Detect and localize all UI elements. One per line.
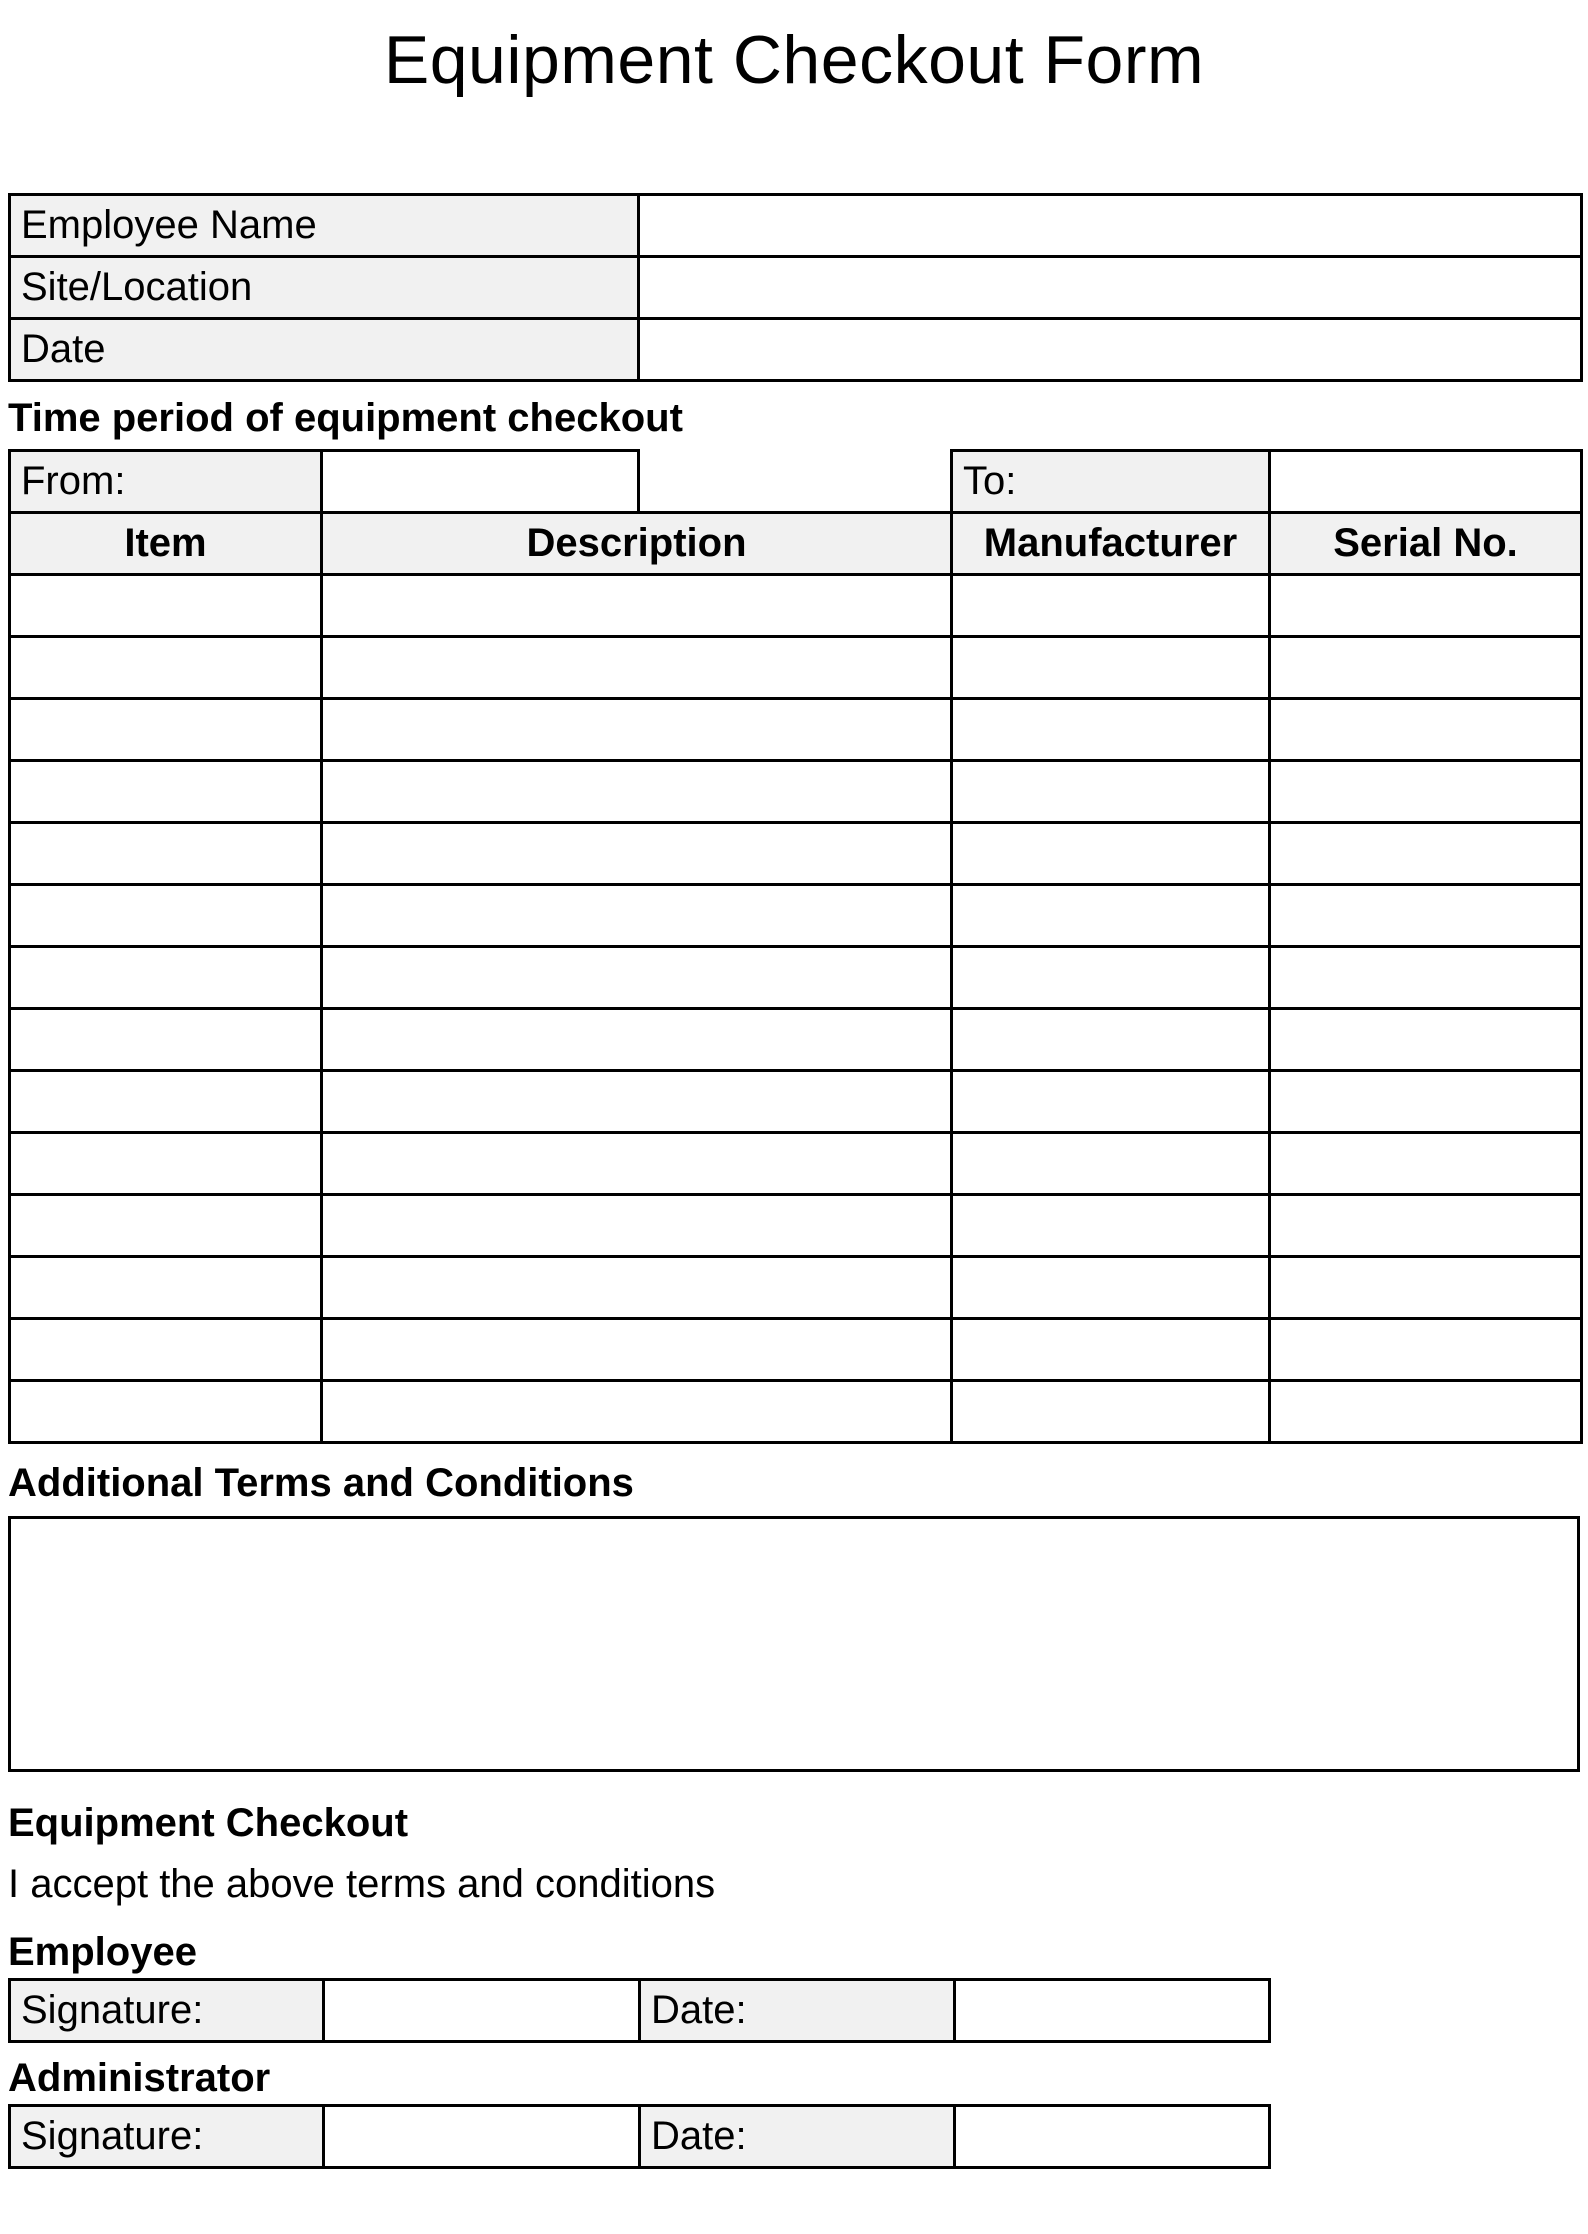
terms-content-box[interactable]	[8, 1516, 1580, 1772]
description-cell[interactable]	[322, 1195, 952, 1257]
description-cell[interactable]	[322, 1257, 952, 1319]
equipment-row	[10, 575, 1582, 637]
item-cell[interactable]	[10, 1071, 322, 1133]
serial-no-cell[interactable]	[1270, 1133, 1582, 1195]
item-cell[interactable]	[10, 885, 322, 947]
employee-date-field[interactable]	[955, 1980, 1270, 2042]
equipment-table-body	[10, 451, 1582, 1443]
item-cell[interactable]	[10, 1009, 322, 1071]
equipment-header-row	[10, 513, 1582, 575]
manufacturer-cell[interactable]	[952, 1319, 1270, 1381]
employee-date-label: Date:	[640, 1980, 955, 2042]
administrator-signature-field[interactable]	[324, 2106, 640, 2168]
item-cell[interactable]	[10, 823, 322, 885]
time-period-heading: Time period of equipment checkout	[8, 396, 683, 440]
equipment-row	[10, 885, 1582, 947]
serial-no-cell[interactable]	[1270, 761, 1582, 823]
serial-no-column-header: Serial No.	[1270, 513, 1582, 575]
manufacturer-cell[interactable]	[952, 1381, 1270, 1443]
date-field[interactable]	[639, 319, 1582, 381]
serial-no-cell[interactable]	[1270, 699, 1582, 761]
administrator-date-label: Date:	[640, 2106, 955, 2168]
manufacturer-cell[interactable]	[952, 885, 1270, 947]
manufacturer-cell[interactable]	[952, 575, 1270, 637]
serial-no-cell[interactable]	[1270, 1009, 1582, 1071]
description-cell[interactable]	[322, 637, 952, 699]
employee-signature-row	[10, 1980, 1270, 2042]
item-cell[interactable]	[10, 1319, 322, 1381]
manufacturer-cell[interactable]	[952, 1009, 1270, 1071]
employee-name-label: Employee Name	[10, 195, 639, 257]
equipment-checkout-heading: Equipment Checkout	[8, 1801, 409, 1845]
site-location-row	[10, 257, 1582, 319]
serial-no-cell[interactable]	[1270, 885, 1582, 947]
item-cell[interactable]	[10, 1257, 322, 1319]
item-cell[interactable]	[10, 947, 322, 1009]
serial-no-cell[interactable]	[1270, 1071, 1582, 1133]
serial-no-cell[interactable]	[1270, 637, 1582, 699]
item-cell[interactable]	[10, 761, 322, 823]
date-label: Date	[10, 319, 639, 381]
item-cell[interactable]	[10, 1195, 322, 1257]
administrator-signature-label: Signature:	[10, 2106, 324, 2168]
manufacturer-cell[interactable]	[952, 1195, 1270, 1257]
manufacturer-column-header: Manufacturer	[952, 513, 1270, 575]
site-location-label: Site/Location	[10, 257, 639, 319]
item-cell[interactable]	[10, 637, 322, 699]
equipment-row	[10, 1071, 1582, 1133]
site-location-field[interactable]	[639, 257, 1582, 319]
description-cell[interactable]	[322, 699, 952, 761]
serial-no-cell[interactable]	[1270, 947, 1582, 1009]
description-cell[interactable]	[322, 1071, 952, 1133]
from-label: From:	[10, 451, 322, 513]
employee-name-row	[10, 195, 1582, 257]
description-cell[interactable]	[322, 1009, 952, 1071]
time-period-row	[10, 451, 1582, 513]
employee-signature-field[interactable]	[324, 1980, 640, 2042]
acceptance-statement: I accept the above terms and conditions	[8, 1862, 716, 1906]
description-cell[interactable]	[322, 1381, 952, 1443]
description-cell[interactable]	[322, 885, 952, 947]
employee-signature-label: Signature:	[10, 1980, 324, 2042]
equipment-checkout-table	[8, 449, 1583, 1444]
administrator-signature-table	[8, 2104, 1271, 2169]
description-cell[interactable]	[322, 823, 952, 885]
employee-section-heading: Employee	[8, 1930, 197, 1974]
equipment-row	[10, 947, 1582, 1009]
serial-no-cell[interactable]	[1270, 1381, 1582, 1443]
description-cell[interactable]	[322, 1133, 952, 1195]
equipment-row	[10, 1009, 1582, 1071]
page-title: Equipment Checkout Form	[383, 22, 1205, 98]
manufacturer-cell[interactable]	[952, 1071, 1270, 1133]
date-row	[10, 319, 1582, 381]
employee-signature-table	[8, 1978, 1271, 2043]
to-label: To:	[952, 451, 1270, 513]
manufacturer-cell[interactable]	[952, 1133, 1270, 1195]
equipment-row	[10, 1257, 1582, 1319]
serial-no-cell[interactable]	[1270, 1257, 1582, 1319]
item-cell[interactable]	[10, 699, 322, 761]
manufacturer-cell[interactable]	[952, 823, 1270, 885]
equipment-row	[10, 761, 1582, 823]
serial-no-cell[interactable]	[1270, 1319, 1582, 1381]
manufacturer-cell[interactable]	[952, 637, 1270, 699]
item-cell[interactable]	[10, 575, 322, 637]
equipment-row	[10, 1133, 1582, 1195]
item-cell[interactable]	[10, 1381, 322, 1443]
employee-info-table	[8, 193, 1583, 382]
equipment-row	[10, 1381, 1582, 1443]
manufacturer-cell[interactable]	[952, 761, 1270, 823]
manufacturer-cell[interactable]	[952, 1257, 1270, 1319]
description-cell[interactable]	[322, 575, 952, 637]
manufacturer-cell[interactable]	[952, 947, 1270, 1009]
employee-name-field[interactable]	[639, 195, 1582, 257]
administrator-signature-row	[10, 2106, 1270, 2168]
equipment-row	[10, 699, 1582, 761]
equipment-row	[10, 1195, 1582, 1257]
administrator-date-field[interactable]	[955, 2106, 1270, 2168]
to-date-field[interactable]	[1270, 451, 1582, 513]
description-cell[interactable]	[322, 761, 952, 823]
time-period-gap	[639, 451, 952, 513]
serial-no-cell[interactable]	[1270, 823, 1582, 885]
item-column-header: Item	[10, 513, 322, 575]
description-cell[interactable]	[322, 947, 952, 1009]
additional-terms-heading: Additional Terms and Conditions	[8, 1461, 634, 1505]
description-column-header: Description	[322, 513, 952, 575]
serial-no-cell[interactable]	[1270, 1195, 1582, 1257]
item-cell[interactable]	[10, 1133, 322, 1195]
from-date-field[interactable]	[322, 451, 639, 513]
administrator-section-heading: Administrator	[8, 2056, 271, 2100]
equipment-row	[10, 1319, 1582, 1381]
equipment-row	[10, 823, 1582, 885]
equipment-row	[10, 637, 1582, 699]
serial-no-cell[interactable]	[1270, 575, 1582, 637]
manufacturer-cell[interactable]	[952, 699, 1270, 761]
description-cell[interactable]	[322, 1319, 952, 1381]
